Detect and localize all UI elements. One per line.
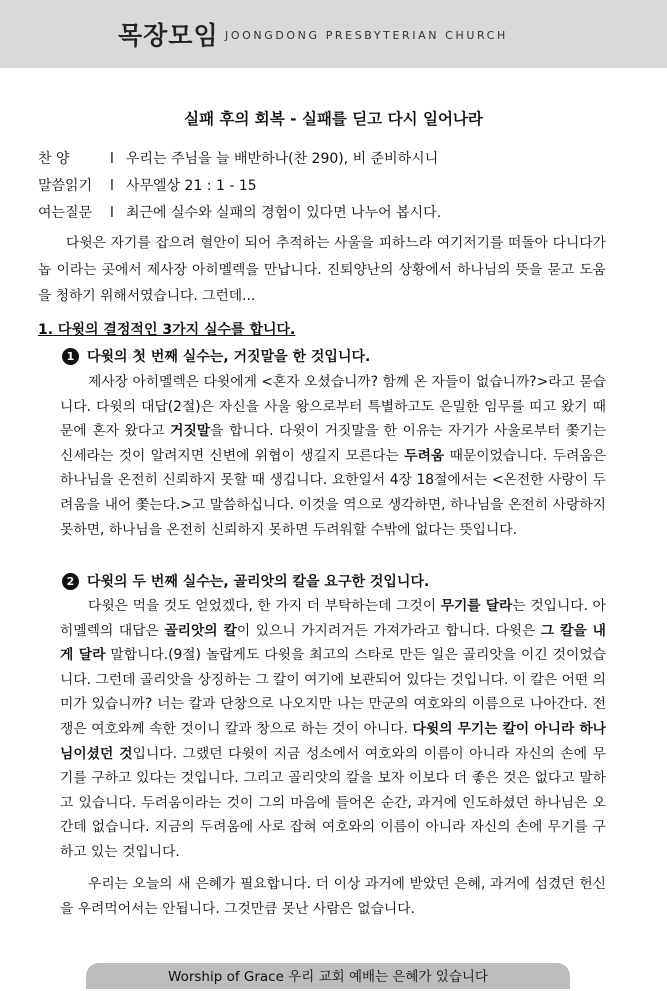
header-title: 목장모임 (118, 21, 219, 50)
meta-label: 여는질문 (38, 205, 93, 221)
meta-opening-question (38, 202, 441, 222)
emphasis-goliath-sword: 골리앗의 칼 (164, 622, 237, 639)
emphasis-give-sword: 그 칼을 내게 달라 (60, 622, 606, 664)
text-run: 입니다. 그랬던 다윗이 지금 성소에서 여호와의 이름이 아니라 자신의 손에 무기를 구하고 있다는 것입니다. 그리고 골리앗의 칼을 보자 이보다 더 좋은 것은 없다고 말하고 있습니다. 두려움이라는 것이 그의 마음에 들어온 순간, 과거에 인도하셨던 하나님은 오간데 없습니다. 지금의 두려움에 사로 잡혀 여호와의 이름이 아니라 자신의 손에 무기를 구하고 있는 것입니다. (60, 745, 606, 860)
emphasis-god-weapon: 다윗의 무기는 칼이 아니라 하나님이셨던 것 (60, 720, 606, 762)
meta-value: 최근에 실수와 실패의 경험이 있다면 나누어 봅시다. (126, 205, 442, 221)
sermon-title: 실패 후의 회복 - 실패를 딛고 다시 일어나라 (184, 110, 483, 128)
text-run: 제사장 아히멜렉은 다윗에게 <혼자 오셨습니까? 함께 온 자들이 없습니까?>라고 묻습니다. 다윗의 대답(2절)은 자신을 사울 왕으로부터 특별하고도 은밀한 임무를 띠고 왔기 때문에 혼자 왔다고 (60, 374, 606, 440)
header-subtitle: JOONGDONG PRESBYTERIAN CHURCH (225, 29, 508, 42)
footer-banner: Worship of Grace 우리 교회 예배는 은혜가 있습니다 (86, 963, 570, 989)
point-2-paragraph (60, 594, 606, 865)
meta-separator: l (110, 151, 114, 167)
number-badge-2: 2 (62, 573, 79, 590)
text-run: 다윗은 먹을 것도 얻었겠다, 한 가지 더 부탁하는데 그것이 (88, 598, 441, 614)
meta-hymn (38, 148, 438, 168)
emphasis-fear: 두려움 (404, 447, 445, 464)
meta-separator: l (110, 178, 114, 194)
text-run: 말합니다.(9절) 놀랍게도 다윗을 최고의 스타로 만든 일은 골리앗을 이긴 것이었습니다. 그런데 골리앗을 상징하는 그 칼이 여기에 보관되어 있다는 것입니다. 이 칼은 어떤 의미가 있습니까? 너는 칼과 단창으로 나오지만 나는 만군의 여호와의 이름으로 나아간다. 전쟁은 여호와께 속한 것이니 칼과 창으로 하는 것이 아니다. (60, 647, 606, 737)
point-1-heading-text: 다윗의 첫 번째 실수는, 거짓말을 한 것입니다. (87, 349, 371, 365)
meta-reading (38, 175, 257, 195)
point-2-heading (62, 571, 429, 591)
point-2-heading-text: 다윗의 두 번째 실수는, 골리앗의 칼을 요구한 것입니다. (87, 574, 430, 590)
intro-paragraph: 다윗은 자기를 잡으려 혈안이 되어 추적하는 사울을 피하느라 여기저기를 떠돌아 다니다가 놉 이라는 곳에서 제사장 아히멜렉을 만납니다. 진퇴양난의 상황에서 하나님의 뜻을 묻고 도움을 청하기 위해서였습니다. 그런데... (38, 235, 606, 304)
meta-label: 말씀읽기 (38, 178, 93, 194)
emphasis-lie: 거짓말 (170, 423, 211, 440)
text-run: 이 있으니 가지려거든 가져가라고 합니다. 다윗은 (236, 622, 541, 639)
point-1-paragraph (60, 370, 606, 542)
text-run: 는 것입니다. 아히멜렉의 대답은 (60, 598, 606, 639)
number-badge-1: 1 (62, 348, 79, 365)
meta-label: 찬 양 (38, 151, 70, 167)
point-1-heading (62, 346, 370, 366)
meta-value: 사무엘상 21 : 1 - 15 (126, 178, 257, 194)
page-header (0, 0, 667, 68)
meta-separator: l (110, 205, 114, 221)
meta-value: 우리는 주님을 늘 배반하나(찬 290), 비 준비하시니 (126, 151, 439, 167)
text-run: 을 합니다. 다윗이 거짓말을 한 이유는 자기가 사울로부터 쫓기는 신세라는 것이 알려지면 신변에 위협이 생길지 모른다는 (60, 423, 606, 464)
emphasis-weapon: 무기를 달라 (440, 598, 513, 614)
text-run: 때문이었습니다. 두려움은 하나님을 온전히 신뢰하지 못할 때 생깁니다. 요한일서 4장 18절에서는 <온전한 사랑이 두려움을 내어 쫓는다.>고 말씀하십니다. 이것을 역으로 생각하면, 하나님을 온전히 사랑하지 못하면, 하나님을 온전히 신뢰하지 못하면 두려워할 수밖에 없다는 뜻입니다. (60, 447, 606, 538)
section-heading-1: 1. 다윗의 결정적인 3가지 실수를 합니다. (38, 322, 296, 338)
closing-paragraph: 우리는 오늘의 새 은혜가 필요합니다. 더 이상 과거에 받았던 은혜, 과거에 섬겼던 헌신을 우려먹어서는 안됩니다. 그것만큼 못난 사람은 없습니다. (60, 876, 606, 917)
